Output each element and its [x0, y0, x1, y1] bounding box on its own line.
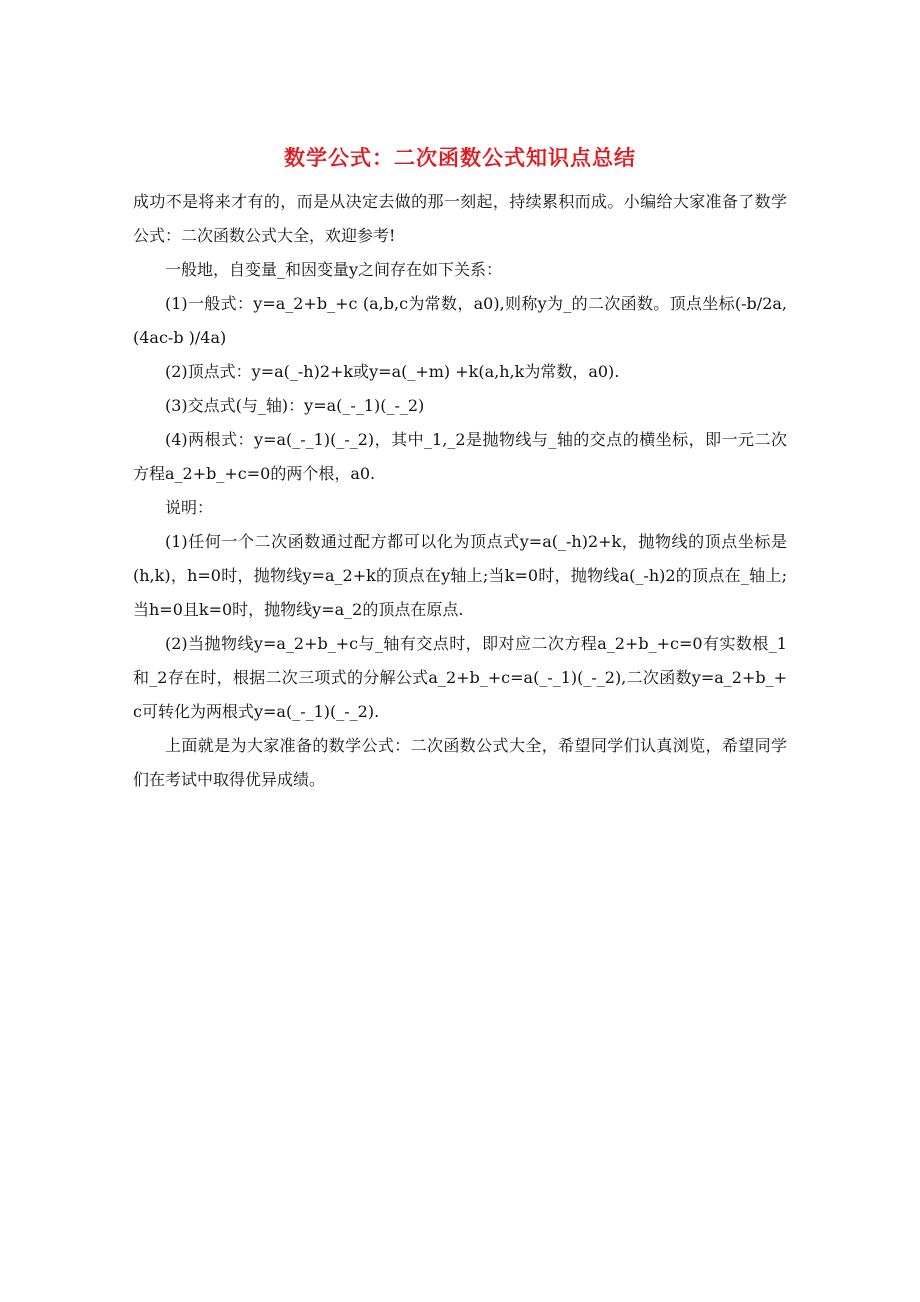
explanation-paragraph-1: (1)任何一个二次函数通过配方都可以化为顶点式y=a(_-h)2+k，抛物线的顶点坐标是(h,k)，h=0时，抛物线y=a_2+k的顶点在y轴上;当k=0时，抛物线a(_-h)2的顶点在_轴上;当h=0且k=0时，抛物线y=a_2的顶点在原点.	[133, 532, 787, 619]
document-content	[133, 141, 787, 797]
explanation-heading: 说明：	[165, 498, 214, 517]
explanation-paragraph-2: (2)当抛物线y=a_2+b_+c与_轴有交点时，即对应二次方程a_2+b_+c=0有实数根_1和_2存在时，根据二次三项式的分解公式a_2+b_+c=a(_-_1)(_-_2),二次函数y=a_2+b_+c可转化为两根式y=a(_-_1)(_-_2).	[133, 634, 787, 721]
relation-paragraph: 一般地，自变量_和因变量y之间存在如下关系：	[165, 260, 503, 279]
general-form-paragraph: (1)一般式：y=a_2+b_+c (a,b,c为常数，a0),则称y为_的二次函数。顶点坐标(-b/2a,(4ac-b )/4a)	[133, 294, 787, 347]
closing-paragraph: 上面就是为大家准备的数学公式：二次函数公式大全，希望同学们认真浏览，希望同学们在考试中取得优异成绩。	[133, 736, 787, 789]
intro-paragraph: 成功不是将来才有的，而是从决定去做的那一刻起，持续累积而成。小编给大家准备了数学公式：二次函数公式大全，欢迎参考!	[133, 192, 787, 245]
root-form-paragraph: (4)两根式：y=a(_-_1)(_-_2)，其中_1,_2是抛物线与_轴的交点的横坐标，即一元二次方程a_2+b_+c=0的两个根，a0.	[133, 430, 787, 483]
intercept-form-paragraph: (3)交点式(与_轴)：y=a(_-_1)(_-_2)	[165, 396, 425, 415]
vertex-form-paragraph: (2)顶点式：y=a(_-h)2+k或y=a(_+m) +k(a,h,k为常数，a0).	[165, 362, 620, 381]
document-title: 数学公式：二次函数公式知识点总结	[284, 146, 636, 170]
